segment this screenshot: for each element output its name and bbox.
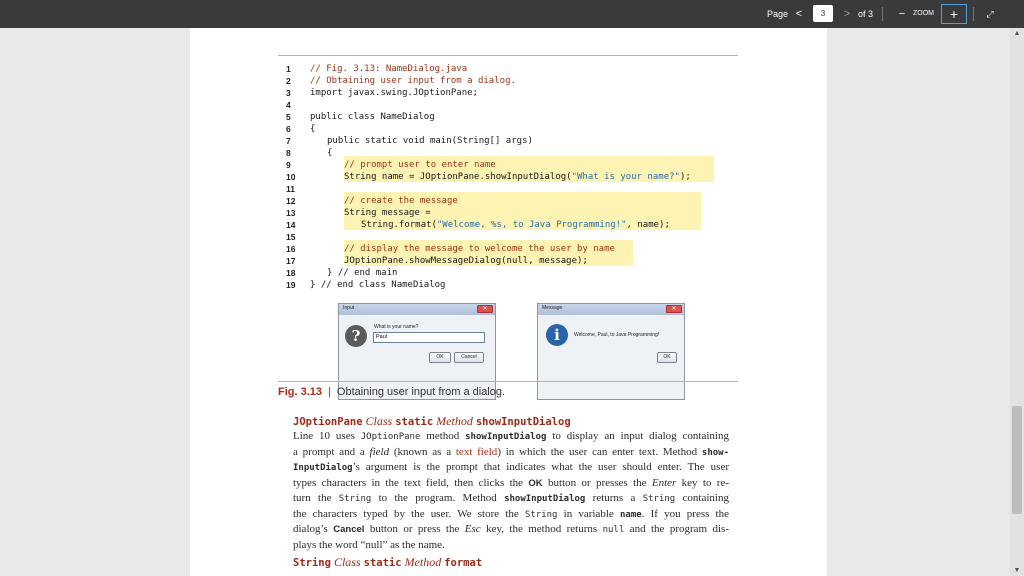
heading-part: Class: [365, 414, 393, 428]
dialog-title-bar: [538, 304, 684, 315]
text-run: a prompt and a: [293, 445, 370, 458]
line-number: 8: [286, 148, 291, 158]
code-line: // Fig. 3.13: NameDialog.java: [310, 64, 468, 74]
dialog-prompt: What is your name?: [374, 324, 419, 330]
code-token: );: [679, 172, 691, 182]
text-run: ) in which the user can enter text. Method: [497, 445, 702, 458]
heading-part: static: [363, 557, 402, 569]
paragraph-line: [293, 538, 729, 553]
scroll-down-icon[interactable]: ▼: [1013, 567, 1021, 574]
caption-rule: [278, 381, 738, 382]
ok-button[interactable]: OK: [657, 352, 677, 363]
zoom-label: ZOOM: [913, 10, 934, 17]
paragraph-line: [293, 445, 729, 461]
text-run: button or press the: [364, 523, 465, 535]
top-rule: [278, 55, 738, 56]
text-run: showInputDialog: [504, 494, 586, 504]
heading-part: Method: [404, 555, 442, 569]
text-run: in variable: [557, 507, 620, 520]
name-input[interactable]: Paul: [373, 332, 485, 343]
code-token: "What is your name?": [571, 172, 680, 182]
text-run: key, the method returns: [480, 523, 603, 535]
paragraph-line: [293, 522, 729, 538]
dialog-title: Input: [343, 305, 355, 311]
next-page-button[interactable]: >: [843, 8, 851, 20]
code-line: // Obtaining user input from a dialog.: [310, 76, 516, 86]
zoom-out-button[interactable]: −: [898, 8, 906, 20]
text-run: text field: [455, 445, 498, 458]
code-line: // create the message: [344, 196, 458, 206]
line-number: 7: [286, 136, 291, 146]
code-token: "Welcome, %s, to Java Programming!": [436, 220, 627, 230]
line-number: 13: [286, 208, 296, 218]
text-run: String: [524, 509, 558, 520]
ok-button[interactable]: OK: [429, 352, 451, 363]
heading-part: format: [444, 557, 483, 569]
dialog-title-bar: [339, 304, 495, 315]
text-run: OK: [528, 477, 543, 489]
text-run: Cancel: [333, 524, 365, 535]
line-number: 17: [286, 256, 296, 266]
code-line: import javax.swing.JOptionPane;: [310, 88, 478, 98]
code-line: // display the message to welcome the user by name: [344, 244, 615, 254]
page-label: Page: [767, 9, 789, 19]
code-line: } // end main: [327, 268, 398, 278]
line-number: 10: [286, 172, 296, 182]
line-number: 5: [286, 112, 291, 122]
heading-part: String: [293, 557, 331, 569]
text-run: Esc: [464, 523, 481, 535]
heading-part: Class: [333, 555, 361, 569]
text-run: ’s argument is the prompt that indicates what the user should enter. The user: [352, 461, 729, 473]
close-icon[interactable]: ✕: [477, 305, 493, 313]
text-run: null: [602, 525, 625, 535]
text-run: showInputDialog: [465, 432, 547, 442]
section-heading: [293, 555, 482, 570]
text-run: name: [619, 509, 642, 520]
dialog-message: Welcome, Paul, to Java Programming!: [574, 332, 660, 338]
zoom-in-button[interactable]: +: [941, 4, 967, 24]
text-run: . If you press the: [641, 507, 729, 520]
vertical-scrollbar[interactable]: [1010, 28, 1024, 576]
close-icon[interactable]: ✕: [666, 305, 682, 313]
page-total: of 3: [858, 9, 874, 19]
code-line: // prompt user to enter name: [344, 160, 496, 170]
heading-part: JOptionPane: [293, 416, 363, 428]
text-run: (known as a: [389, 445, 456, 458]
question-icon: ?: [345, 325, 367, 347]
code-line: public static void main(String[] args): [327, 136, 533, 146]
text-run: key to re-: [676, 476, 730, 489]
line-number: 6: [286, 124, 291, 134]
text-run: to display an input dialog containing: [546, 430, 729, 442]
text-run: the characters typed by the user. We store the: [293, 507, 525, 520]
code-token: String.format(: [361, 220, 437, 230]
dialog-title: Message: [542, 305, 563, 311]
code-line: [344, 172, 691, 183]
text-run: field: [369, 445, 390, 458]
figure-caption-text: Obtaining user input from a dialog.: [336, 386, 506, 398]
toolbar-divider: [973, 7, 974, 21]
text-run: dialog’s: [293, 523, 334, 535]
paragraph-line: [293, 460, 729, 476]
text-run: InputDialog: [293, 463, 353, 473]
heading-part: Method: [436, 414, 473, 428]
message-dialog: [537, 303, 685, 400]
text-run: turn the: [293, 492, 339, 504]
figure-caption: Fig. 3.13 | Obtaining user input from a dialog.: [278, 386, 506, 398]
fullscreen-icon[interactable]: ⤢: [986, 9, 994, 19]
text-run: plays the word “null” as the name.: [293, 538, 445, 551]
text-run: containing: [675, 492, 729, 504]
line-number: 1: [286, 64, 291, 74]
paragraph-line: [293, 507, 729, 523]
line-number: 2: [286, 76, 291, 86]
text-run: String: [338, 494, 372, 504]
line-number: 4: [286, 100, 291, 110]
text-run: String: [642, 494, 676, 504]
section-heading: [293, 414, 571, 429]
toolbar-divider: [882, 7, 883, 21]
document-page: [190, 28, 827, 576]
text-run: returns a: [585, 492, 643, 504]
paragraph-line: [293, 429, 729, 445]
text-run: method: [420, 430, 466, 442]
code-token: String name = JOptionPane.showInputDialog(: [344, 172, 572, 182]
line-number: 18: [286, 268, 296, 278]
body-paragraph: [293, 429, 729, 552]
current-page-input[interactable]: 3: [813, 5, 833, 22]
code-line: {: [327, 148, 333, 158]
text-run: show-: [701, 447, 729, 458]
code-line: String message =: [344, 208, 431, 218]
cancel-button[interactable]: Cancel: [454, 352, 484, 363]
line-number: 3: [286, 88, 291, 98]
paragraph-line: [293, 491, 729, 507]
line-number: 16: [286, 244, 296, 254]
line-number: 14: [286, 220, 296, 230]
paragraph-line: [293, 476, 729, 492]
viewer-toolbar: [0, 0, 1024, 28]
text-run: button or presses the: [542, 476, 652, 489]
code-line: } // end class NameDialog: [310, 280, 446, 290]
text-run: to the program. Method: [371, 492, 505, 504]
prev-page-button[interactable]: <: [795, 8, 803, 20]
text-run: types characters in the text field, then clicks the: [293, 476, 529, 489]
code-token: , name);: [626, 220, 670, 230]
line-number: 11: [286, 184, 295, 194]
heading-part: static: [395, 416, 434, 428]
line-number: 15: [286, 232, 296, 242]
code-line: JOptionPane.showMessageDialog(null, message);: [344, 256, 588, 266]
line-number: 9: [286, 160, 291, 170]
code-line: {: [310, 124, 316, 134]
code-line: [361, 220, 670, 231]
line-number: 19: [286, 280, 296, 290]
scrollbar-thumb[interactable]: [1012, 406, 1022, 514]
figure-label: Fig. 3.13: [278, 386, 323, 398]
scroll-up-icon[interactable]: ▲: [1013, 30, 1021, 37]
line-number: 12: [286, 196, 296, 206]
code-line: public class NameDialog: [310, 112, 435, 122]
text-run: and the program dis-: [624, 523, 729, 535]
text-run: Line 10 uses: [293, 430, 361, 442]
heading-part: showInputDialog: [475, 416, 571, 428]
text-run: JOptionPane: [360, 432, 421, 442]
text-run: Enter: [651, 476, 677, 489]
info-icon: i: [546, 324, 568, 346]
